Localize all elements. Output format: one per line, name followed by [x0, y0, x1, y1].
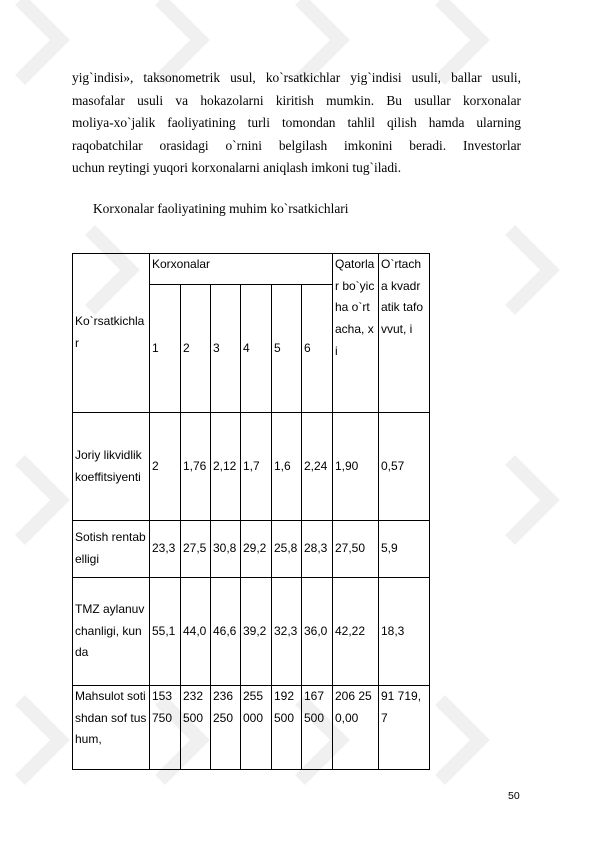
page-number: 50 [508, 790, 520, 802]
row-label: TMZ aylanuvchanligi, kunda [73, 578, 150, 686]
value-cell: 32,3 [272, 578, 302, 686]
value-cell: 2,12 [211, 413, 241, 521]
company-header: 2 [181, 285, 211, 413]
value-cell: 1,76 [181, 413, 211, 521]
std-header-cell: O`rtacha kvadratik tafovvut, i [379, 254, 430, 413]
value-cell: 27,5 [181, 521, 211, 578]
std-cell: 0,57 [379, 413, 430, 521]
value-cell: 30,8 [211, 521, 241, 578]
value-cell: 2 [150, 413, 181, 521]
value-cell: 39,2 [241, 578, 272, 686]
value-cell: 44,0 [181, 578, 211, 686]
table-row [73, 413, 430, 521]
paragraph-line: moliya-xo`jalik faoliyatining turli tomondan tahlil qilish hamda ularning [72, 115, 521, 131]
row-label: Sotish rentabelligi [73, 521, 150, 578]
paragraph-line: masofalar usuli va hokazolarni kiritish mumkin. Bu usullar korxonalar [72, 92, 521, 108]
value-cell: 36,0 [302, 578, 333, 686]
value-cell: 28,3 [302, 521, 333, 578]
mean-cell: 1,90 [333, 413, 379, 521]
body-paragraph [72, 67, 521, 180]
std-cell: 91 719,7 [379, 686, 430, 770]
paragraph-line: uchun reytingi yuqori korxonalarni aniqlash imkoni tug`iladi. [72, 160, 402, 176]
row-header-cell: Ko`rsatkichlar [73, 254, 150, 413]
group-header-cell: Korxonalar [150, 254, 333, 285]
company-header: 4 [241, 285, 272, 413]
paragraph-line: raqobatchilar orasidagi o`rnini belgilash imkonini beradi. Investorlar [72, 137, 521, 153]
company-header: 1 [150, 285, 181, 413]
row-label: Mahsulot sotishdan sof tushum, [73, 686, 150, 770]
value-cell: 2,24 [302, 413, 333, 521]
value-cell: 55,1 [150, 578, 181, 686]
value-cell: 255 000 [241, 686, 272, 770]
paragraph-line: yig`indisi», taksonometrik usul, ko`rsatkichlar yig`indisi usuli, ballar usuli, [72, 70, 521, 85]
value-cell: 46,6 [211, 578, 241, 686]
value-cell: 1,6 [272, 413, 302, 521]
value-cell: 192 500 [272, 686, 302, 770]
company-header: 5 [272, 285, 302, 413]
value-cell: 153 750 [150, 686, 181, 770]
indicators-table [72, 253, 430, 770]
table-row [73, 521, 430, 578]
company-header: 3 [211, 285, 241, 413]
std-cell: 18,3 [379, 578, 430, 686]
mean-header-cell: Qatorlar bo`yicha o`rtacha, xi [333, 254, 379, 413]
value-cell: 167 500 [302, 686, 333, 770]
table-row [73, 686, 430, 770]
value-cell: 23,3 [150, 521, 181, 578]
std-cell: 5,9 [379, 521, 430, 578]
value-cell: 1,7 [241, 413, 272, 521]
mean-cell: 206 250,00 [333, 686, 379, 770]
value-cell: 236 250 [211, 686, 241, 770]
table-caption: Korxonalar faoliyatining muhim ko`rsatkichlari [93, 201, 349, 216]
company-header: 6 [302, 285, 333, 413]
value-cell: 232 500 [181, 686, 211, 770]
value-cell: 25,8 [272, 521, 302, 578]
table-row [73, 578, 430, 686]
mean-cell: 42,22 [333, 578, 379, 686]
row-label: Joriy likvidlik koeffitsiyenti [73, 413, 150, 521]
mean-cell: 27,50 [333, 521, 379, 578]
value-cell: 29,2 [241, 521, 272, 578]
